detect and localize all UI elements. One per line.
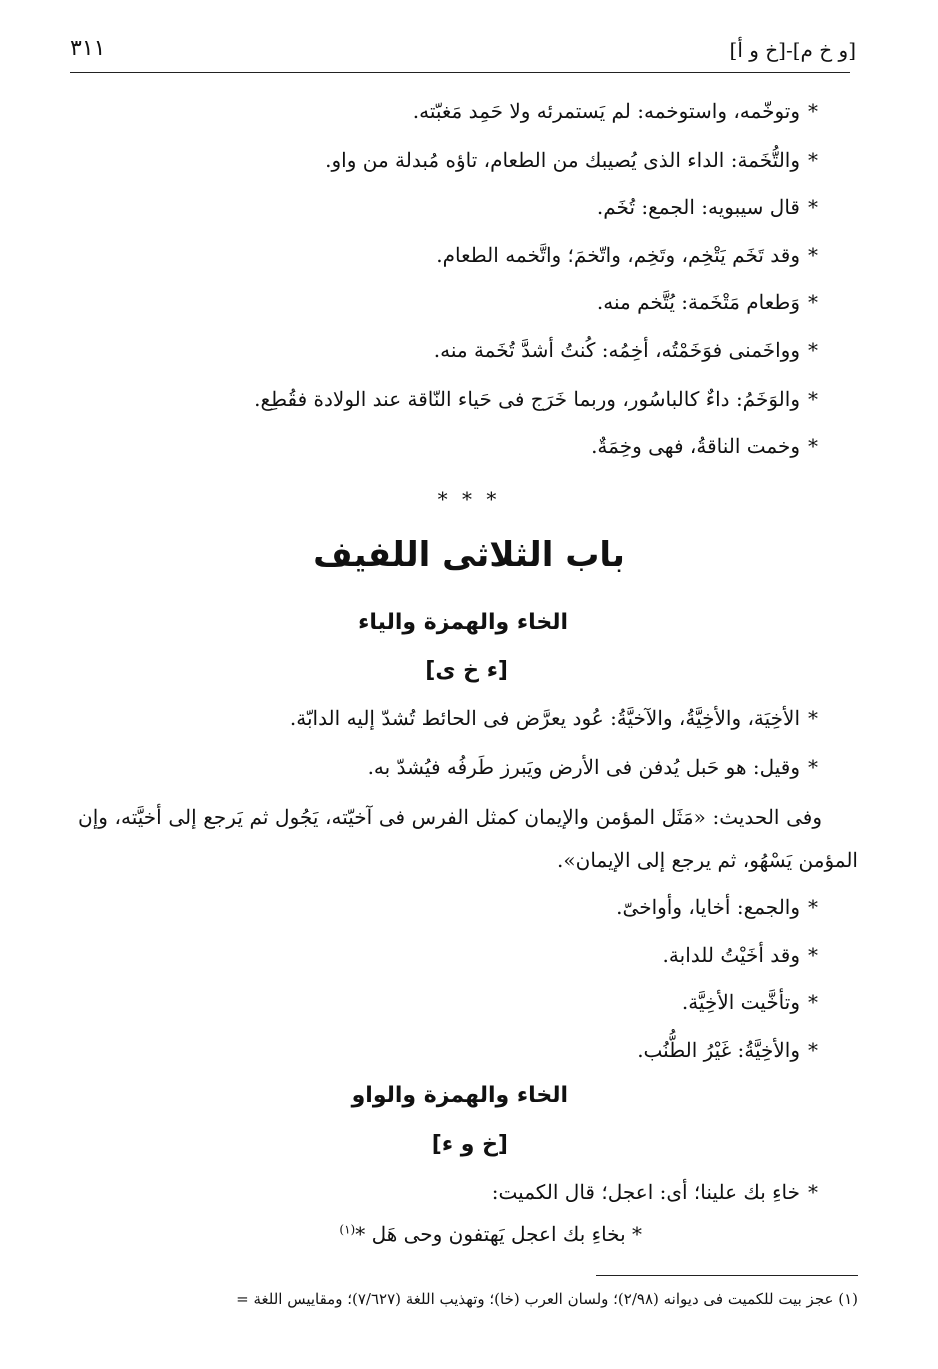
entry-line: *وخمت الناقةُ، فهى وخِمَةٌ. [591, 434, 818, 458]
page-number: ٣١١ [70, 36, 106, 61]
section-heading: الخاء والهمزة والواو [351, 1083, 568, 1108]
asterisk-icon: * [808, 243, 818, 267]
root-heading: [ء خ ى] [425, 658, 508, 683]
entry-line: *قال سيبويه: الجمع: تُخَم. [596, 195, 818, 219]
asterisk-icon: * [808, 990, 818, 1014]
entry-line: *وواخَمنى فوَخَمْتُه، أخِمُه: كُنتُ أشدَّ تُخَمة منه. [433, 338, 818, 362]
entry-line: *وقد أخَيْتُ للدابة. [662, 943, 818, 967]
asterisk-icon: * [625, 1222, 642, 1246]
entry-line: *وَطعام مَتْخَمة: يُتَّخم منه. [596, 290, 818, 314]
header-rule [70, 72, 850, 73]
root-heading: [خ و ء] [431, 1132, 508, 1157]
chapter-title: باب الثلاثى اللفيف [313, 535, 625, 575]
header-root-range: [و خ م]-[خ و أ] [729, 38, 856, 62]
asterisk-icon: * [808, 706, 818, 730]
entry-line: *وتوخّمه، واستوخمه: لم يَستمرئه ولا حَمِد مَغبّته. [412, 99, 818, 123]
entry-line: *وقيل: هو حَبل يُدفن فى الأرض ويَبرز طَرفُه فيُشدّ به. [367, 755, 818, 779]
entry-line: *وتأخَّيت الأخِيَّة. [681, 990, 818, 1014]
asterisk-icon: * [808, 99, 818, 123]
entry-line: *وقد تَخَم يَتْخِم، وتَخِم، واتّخمَ؛ واتَّخمه الطعام. [436, 243, 818, 267]
asterisk-icon: * [808, 195, 818, 219]
entry-line: *خاءِ بك علينا؛ أى: اعجل؛ قال الكميت: [491, 1180, 818, 1204]
asterisk-icon: * [808, 290, 818, 314]
entry-line: *والجمع: أخايا، وأواخىّ. [616, 895, 818, 919]
asterisk-icon: * [808, 943, 818, 967]
footnote-reference[interactable]: (١) [339, 1222, 356, 1237]
asterisk-icon: * [808, 1038, 818, 1062]
entry-line: *والتُّخَمة: الداء الذى يُصيبك من الطعام، تاؤه مُبدلة من واو. [325, 148, 818, 172]
verse-end-asterisk-icon: * [355, 1222, 372, 1246]
hadith-paragraph: وفى الحديث: «مَثَل المؤمن والإيمان كمثل الفرس فى آخيّته، يَجُول ثم يَرجع إلى أخيَّته، وإن المؤمن يَسْهُو، ثم يرجع إلى الإيمان». [78, 805, 858, 872]
footnote-rule [596, 1275, 858, 1276]
asterisk-icon: * [808, 148, 818, 172]
asterisk-icon: * [808, 387, 818, 411]
section-separator: * * * [437, 487, 501, 511]
entry-line: *والوَخَمُ: داءٌ كالباسُور، وربما خَرَج فى حَياء النّاقة عند الولادة فقُطِع. [254, 387, 818, 411]
asterisk-icon: * [808, 755, 818, 779]
asterisk-icon: * [808, 895, 818, 919]
asterisk-icon: * [808, 1180, 818, 1204]
footnote: (١) عجز بيت للكميت فى ديوانه (٢/٩٨)؛ ولسان العرب (خا)؛ وتهذيب اللغة (٧/٦٢٧)؛ ومقاييس اللغة = [236, 1290, 858, 1308]
section-heading: الخاء والهمزة والياء [358, 610, 568, 635]
asterisk-icon: * [808, 434, 818, 458]
asterisk-icon: * [808, 338, 818, 362]
entry-line: *والأخِيَّةُ: غَيْرُ الطُّنُب. [637, 1038, 818, 1062]
poetry-verse: * بخاءِ بك اعجل يَهتفون وحى هَل *$^{(١)}$ [339, 1222, 642, 1246]
entry-line: *الأخِيَة، والأخِيَّةُ، والآخيَّةُ: عُود يعرَّض فى الحائط تُشدّ إليه الدابّة. [289, 706, 818, 730]
